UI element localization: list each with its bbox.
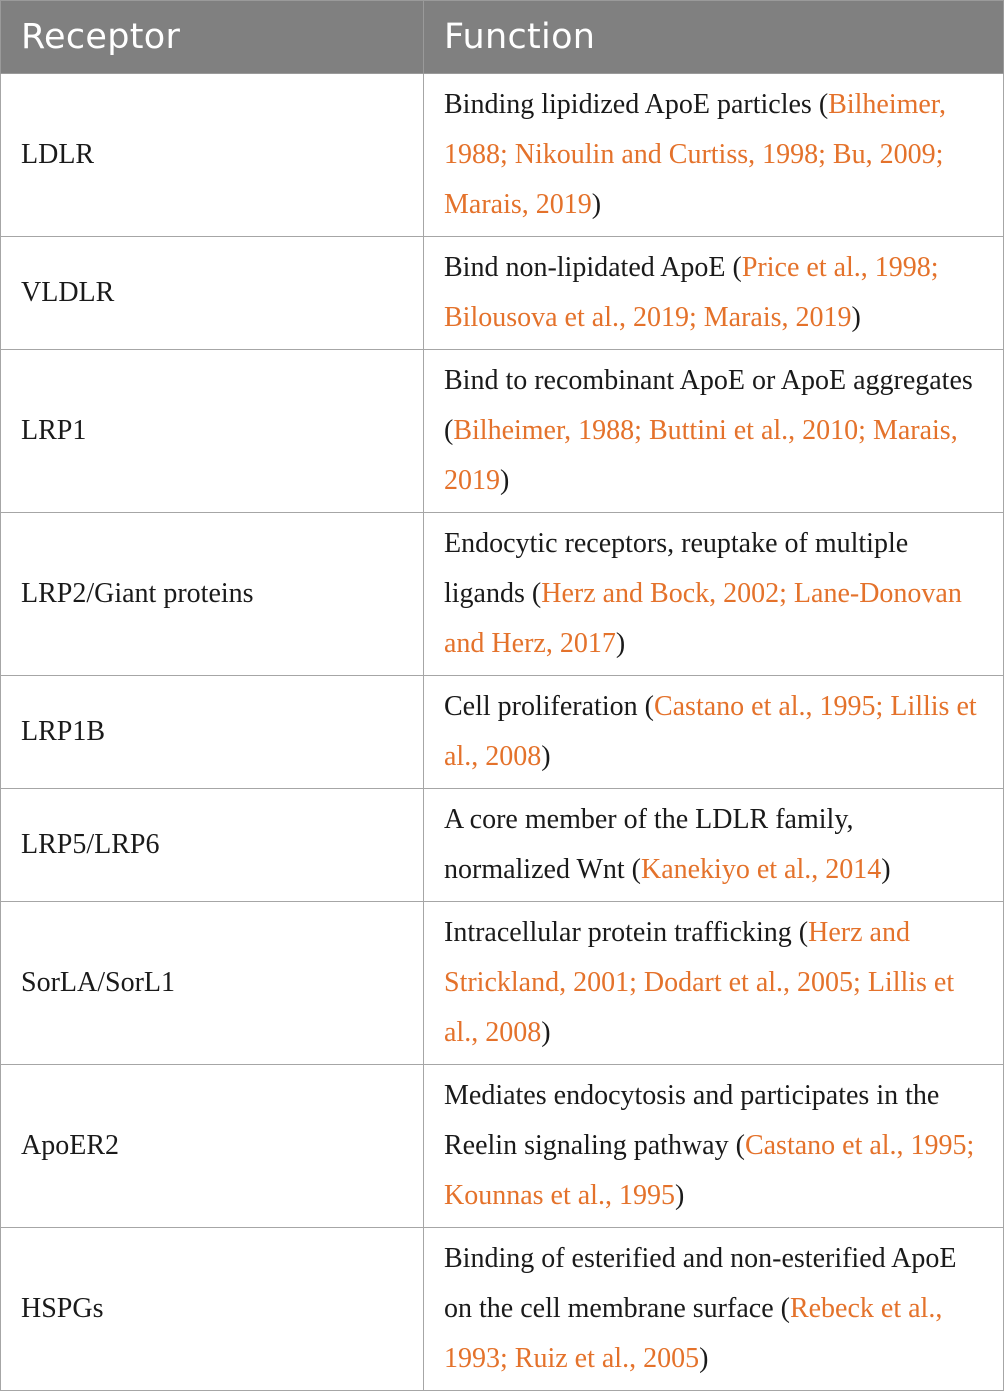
table-row [1, 1065, 1004, 1228]
function-close: ) [881, 854, 891, 885]
function-close: ) [699, 1343, 709, 1374]
table-body [1, 74, 1004, 1391]
function-text: Bind to recombinant ApoE or ApoE aggregates ( [444, 365, 973, 446]
function-close: ) [591, 189, 602, 220]
function-text: Binding lipidized ApoE particles ( [444, 89, 829, 120]
receptor-cell: VLDLR [1, 237, 424, 350]
function-text: A core member of the LDLR family, normalized Wnt ( [444, 804, 854, 885]
table-row [1, 1228, 1004, 1391]
table-row [1, 676, 1004, 789]
header-row [1, 1, 1004, 74]
function-cell [424, 237, 1004, 350]
function-close: ) [541, 741, 551, 772]
receptor-cell: HSPGs [1, 1228, 424, 1391]
citation-link[interactable]: Price et al., 1998; Bilousova et al., 2019; Marais, 2019 [444, 252, 939, 333]
function-text: Bind non-lipidated ApoE ( [444, 252, 742, 283]
receptor-cell: LRP1 [1, 350, 424, 513]
citation-link[interactable]: Castano et al., 1995; Lillis et al., 2008 [444, 691, 977, 772]
table-row [1, 237, 1004, 350]
function-text: Intracellular protein trafficking ( [444, 917, 809, 948]
function-text: Binding of esterified and non-esterified ApoE on the cell membrane surface ( [444, 1243, 957, 1324]
function-close: ) [615, 628, 626, 659]
citation-link[interactable]: Herz and Bock, 2002; Lane-Donovan and Herz, 2017 [444, 578, 962, 659]
function-close: ) [500, 465, 510, 496]
receptor-cell: SorLA/SorL1 [1, 902, 424, 1065]
function-close: ) [674, 1180, 685, 1211]
table-row [1, 902, 1004, 1065]
table-header [1, 1, 1004, 74]
table-row [1, 789, 1004, 902]
citation-link[interactable]: Herz and Strickland, 2001; Dodart et al., 2005; Lillis et al., 2008 [444, 917, 955, 1048]
function-close: ) [541, 1017, 551, 1048]
citation-link[interactable]: Castano et al., 1995; Kounnas et al., 1995 [444, 1130, 975, 1211]
table-row [1, 513, 1004, 676]
function-cell [424, 513, 1004, 676]
table-row [1, 350, 1004, 513]
table-row [1, 74, 1004, 237]
citation-link[interactable]: Rebeck et al., 1993; Ruiz et al., 2005 [444, 1293, 943, 1374]
receptor-cell: LDLR [1, 74, 424, 237]
citation-link[interactable]: Bilheimer, 1988; Nikoulin and Curtiss, 1998; Bu, 2009; Marais, 2019 [444, 89, 947, 220]
citation-link[interactable]: Kanekiyo et al., 2014 [640, 854, 882, 885]
header-receptor: Receptor [1, 1, 424, 74]
function-cell [424, 1228, 1004, 1391]
function-cell [424, 1065, 1004, 1228]
function-close: ) [851, 302, 861, 333]
receptor-cell: LRP5/LRP6 [1, 789, 424, 902]
function-cell [424, 676, 1004, 789]
function-cell [424, 74, 1004, 237]
function-text: Mediates endocytosis and participates in the Reelin signaling pathway ( [444, 1080, 940, 1161]
receptor-cell: LRP2/Giant proteins [1, 513, 424, 676]
receptor-cell: LRP1B [1, 676, 424, 789]
function-text: Cell proliferation ( [444, 691, 654, 722]
function-text: Endocytic receptors, reuptake of multiple ligands ( [444, 528, 909, 609]
function-cell [424, 789, 1004, 902]
citation-link[interactable]: Bilheimer, 1988; Buttini et al., 2010; Marais, 2019 [444, 415, 958, 496]
receptor-cell: ApoER2 [1, 1065, 424, 1228]
function-cell [424, 350, 1004, 513]
function-cell [424, 902, 1004, 1065]
header-function: Function [424, 1, 1004, 74]
